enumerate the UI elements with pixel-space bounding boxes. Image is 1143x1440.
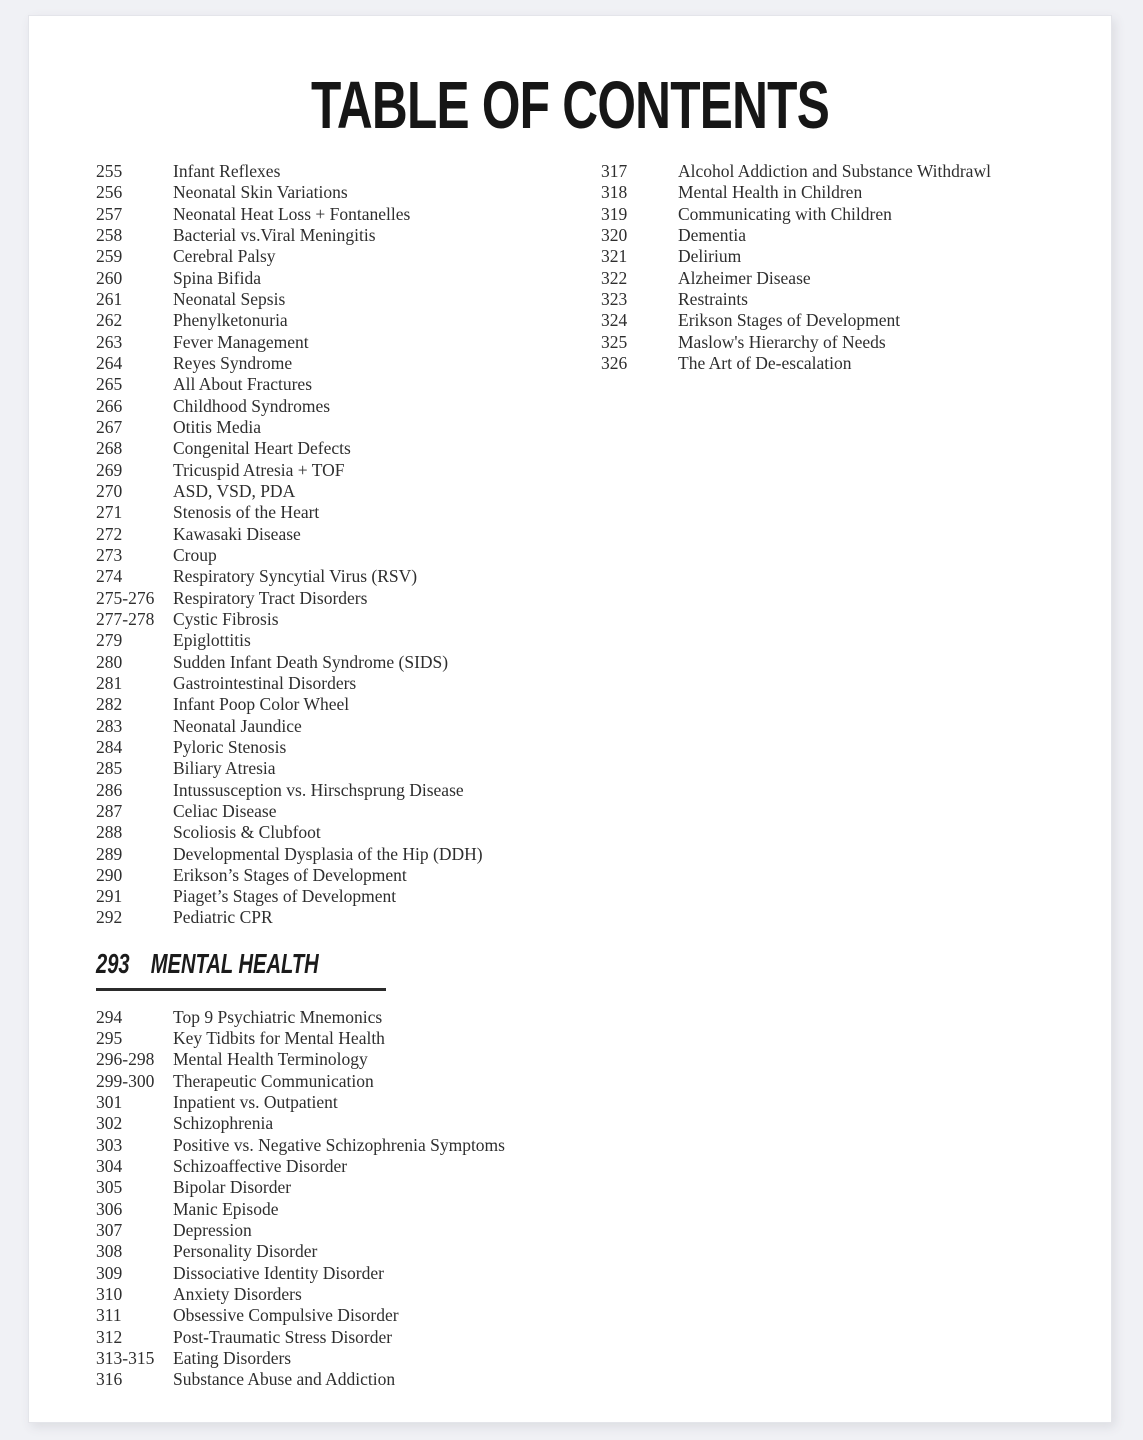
toc-entry-title: Depression [173, 1220, 252, 1241]
toc-entry-title: Neonatal Jaundice [173, 715, 302, 736]
toc-entry-title: Alcohol Addiction and Substance Withdrawl [678, 161, 991, 181]
toc-page-number: 295 [96, 1028, 123, 1049]
toc-entry [96, 673, 576, 694]
toc-entry [96, 289, 576, 310]
toc-entries-317-326 [601, 161, 1091, 374]
toc-left-column [96, 161, 576, 1391]
toc-page-number: 289 [96, 843, 123, 864]
toc-page-number: 313-315 [96, 1348, 155, 1369]
toc-entry-title: Bipolar Disorder [173, 1177, 292, 1198]
toc-entry-title: Epiglottitis [173, 630, 251, 651]
toc-entry-title: Croup [173, 544, 217, 565]
toc-entry [96, 268, 576, 289]
toc-entry-title: Delirium [678, 246, 742, 267]
toc-page-number: 256 [96, 182, 123, 203]
toc-entry-title: Reyes Syndrome [173, 352, 293, 373]
toc-entry-title: Congenital Heart Defects [173, 438, 351, 459]
toc-entry [96, 374, 576, 395]
toc-entry-title: Phenylketonuria [173, 310, 288, 331]
toc-entry-title: Otitis Media [173, 416, 261, 437]
toc-entry [601, 353, 1091, 374]
toc-page-number: 319 [601, 203, 628, 224]
toc-entry [96, 396, 576, 417]
toc-page-number: 267 [96, 416, 123, 437]
toc-entry-title: Spina Bifida [173, 267, 261, 288]
toc-entry [96, 822, 576, 843]
toc-entry [96, 588, 576, 609]
toc-entry [96, 844, 576, 865]
toc-entry [601, 332, 1091, 353]
toc-entry-title: Fever Management [173, 331, 309, 352]
toc-page-number: 303 [96, 1134, 123, 1155]
toc-entry-title: Obsessive Compulsive Disorder [173, 1305, 399, 1326]
toc-entry [96, 1156, 576, 1177]
toc-entry [96, 716, 576, 737]
toc-entry [601, 161, 1091, 182]
toc-entry-title: Alzheimer Disease [678, 267, 811, 288]
toc-entry-title: Pediatric CPR [173, 907, 273, 928]
toc-entry [96, 1369, 576, 1390]
toc-page-number: 268 [96, 438, 123, 459]
toc-page-number: 310 [96, 1284, 123, 1305]
toc-entry [601, 289, 1091, 310]
toc-page-number: 272 [96, 523, 123, 544]
toc-entry [96, 1177, 576, 1198]
toc-page-number: 288 [96, 822, 123, 843]
toc-entry [96, 524, 576, 545]
toc-entry [96, 609, 576, 630]
toc-entry [601, 182, 1091, 203]
toc-entry-title: Dissociative Identity Disorder [173, 1262, 384, 1283]
toc-entry-title: Infant Reflexes [173, 161, 281, 181]
toc-page-number: 324 [601, 310, 628, 331]
section-title: MENTAL HEALTH [150, 947, 319, 979]
toc-entry-title: Piaget’s Stages of Development [173, 886, 397, 907]
toc-entry-title: Tricuspid Atresia + TOF [173, 459, 345, 480]
toc-entry-title: Therapeutic Communication [173, 1070, 374, 1091]
toc-entry [601, 268, 1091, 289]
toc-entry [96, 1113, 576, 1134]
toc-page-number: 264 [96, 352, 123, 373]
toc-entry-title: Positive vs. Negative Schizophrenia Symptoms [173, 1134, 505, 1155]
toc-entry-title: Schizophrenia [173, 1113, 274, 1134]
toc-page-number: 283 [96, 715, 123, 736]
toc-page-number: 322 [601, 267, 628, 288]
toc-page-number: 306 [96, 1198, 123, 1219]
toc-entry-title: Anxiety Disorders [173, 1284, 302, 1305]
toc-page-number: 261 [96, 288, 123, 309]
toc-entry [96, 353, 576, 374]
toc-entry [96, 1135, 576, 1156]
toc-entry [96, 780, 576, 801]
toc-entry-title: Post-Traumatic Stress Disorder [173, 1326, 393, 1347]
toc-page-number: 320 [601, 224, 628, 245]
toc-entry-title: Scoliosis & Clubfoot [173, 822, 321, 843]
toc-page-number: 309 [96, 1262, 123, 1283]
toc-page-number: 270 [96, 480, 123, 501]
toc-entry [96, 1220, 576, 1241]
toc-entry [96, 630, 576, 651]
toc-entry-title: ASD, VSD, PDA [173, 480, 296, 501]
toc-page-number: 307 [96, 1220, 123, 1241]
toc-right-column [601, 161, 1091, 374]
toc-page-number: 312 [96, 1326, 123, 1347]
toc-entry [96, 182, 576, 203]
toc-entry-title: Stenosis of the Heart [173, 502, 320, 523]
toc-page-number: 317 [601, 161, 628, 181]
toc-page-number: 263 [96, 331, 123, 352]
toc-entry-title: The Art of De-escalation [678, 352, 852, 373]
section-header-mental-health [96, 949, 442, 979]
toc-page-number: 262 [96, 310, 123, 331]
toc-page-number: 299-300 [96, 1070, 155, 1091]
toc-page-number: 287 [96, 800, 123, 821]
toc-entry [601, 204, 1091, 225]
toc-entry [96, 502, 576, 523]
toc-entry-title: Pyloric Stenosis [173, 736, 287, 757]
toc-page-number: 277-278 [96, 608, 155, 629]
toc-page-number: 321 [601, 246, 628, 267]
toc-page-number: 273 [96, 544, 123, 565]
toc-entry [96, 225, 576, 246]
toc-entry [96, 417, 576, 438]
toc-page-number: 296-298 [96, 1049, 155, 1070]
toc-entry-title: Inpatient vs. Outpatient [173, 1092, 338, 1113]
toc-entry-title: Developmental Dysplasia of the Hip (DDH) [173, 843, 483, 864]
toc-entry [601, 225, 1091, 246]
toc-page-number: 255 [96, 161, 123, 181]
toc-entry [96, 694, 576, 715]
toc-page-number: 279 [96, 630, 123, 651]
toc-entry [96, 481, 576, 502]
toc-page-number: 304 [96, 1156, 123, 1177]
toc-page-number: 308 [96, 1241, 123, 1262]
toc-page-number: 271 [96, 502, 123, 523]
section-divider [96, 988, 386, 991]
toc-entry [96, 566, 576, 587]
toc-entry-title: Substance Abuse and Addiction [173, 1369, 396, 1390]
toc-entry [96, 1071, 576, 1092]
toc-entry-title: Celiac Disease [173, 800, 277, 821]
toc-page-number: 292 [96, 907, 123, 928]
toc-entry-title: Erikson Stages of Development [678, 310, 901, 331]
toc-entry [96, 1327, 576, 1348]
page-title: TABLE OF CONTENTS [310, 68, 830, 143]
toc-page-number: 311 [96, 1305, 122, 1326]
toc-page-number: 316 [96, 1369, 123, 1390]
toc-entry [96, 1263, 576, 1284]
toc-entry [96, 801, 576, 822]
toc-page-number: 269 [96, 459, 123, 480]
toc-page-number: 290 [96, 864, 123, 885]
toc-page-number: 302 [96, 1113, 123, 1134]
toc-entry-title: Communicating with Children [678, 203, 892, 224]
toc-page-number: 323 [601, 288, 628, 309]
toc-page-number: 265 [96, 374, 123, 395]
toc-page-number: 282 [96, 694, 123, 715]
toc-page-number: 266 [96, 395, 123, 416]
toc-entry-title: Cystic Fibrosis [173, 608, 279, 629]
toc-entry [96, 1199, 576, 1220]
toc-entry-title: Bacterial vs.Viral Meningitis [173, 224, 376, 245]
toc-entry-title: Cerebral Palsy [173, 246, 276, 267]
toc-entry-title: Top 9 Psychiatric Mnemonics [173, 1006, 383, 1027]
toc-entry-title: Key Tidbits for Mental Health [173, 1028, 385, 1049]
toc-entry-title: Neonatal Skin Variations [173, 182, 348, 203]
toc-entry-title: Maslow's Hierarchy of Needs [678, 331, 886, 352]
toc-entry [96, 865, 576, 886]
toc-page-number: 280 [96, 651, 123, 672]
toc-entry [96, 758, 576, 779]
toc-entry-title: Personality Disorder [173, 1241, 318, 1262]
toc-page-number: 305 [96, 1177, 123, 1198]
toc-entry-title: Neonatal Sepsis [173, 288, 286, 309]
toc-entry [96, 161, 576, 182]
toc-entry-title: Gastrointestinal Disorders [173, 672, 357, 693]
toc-entry [96, 886, 576, 907]
toc-page-number: 281 [96, 672, 123, 693]
toc-entry-title: Restraints [678, 288, 748, 309]
toc-entry-title: Infant Poop Color Wheel [173, 694, 350, 715]
toc-entry-title: Biliary Atresia [173, 758, 276, 779]
toc-entry-title: Sudden Infant Death Syndrome (SIDS) [173, 651, 449, 672]
document-page [28, 15, 1112, 1423]
toc-page-number: 258 [96, 224, 123, 245]
toc-entry [96, 652, 576, 673]
toc-entry-title: Intussusception vs. Hirschsprung Disease [173, 779, 464, 800]
toc-entry [96, 310, 576, 331]
toc-page-number: 294 [96, 1006, 123, 1027]
toc-page-number: 275-276 [96, 587, 155, 608]
toc-entry [96, 1049, 576, 1070]
toc-entry [96, 1305, 576, 1326]
toc-entry [96, 1028, 576, 1049]
toc-entry [96, 246, 576, 267]
toc-entry-title: Neonatal Heat Loss + Fontanelles [173, 203, 411, 224]
toc-page-number: 260 [96, 267, 123, 288]
toc-page-number: 285 [96, 758, 123, 779]
toc-entry [96, 204, 576, 225]
toc-entry [96, 1241, 576, 1262]
toc-page-number: 274 [96, 566, 123, 587]
toc-entry-title: Mental Health Terminology [173, 1049, 368, 1070]
toc-entry [96, 332, 576, 353]
toc-entry-title: Eating Disorders [173, 1348, 292, 1369]
toc-page-number: 301 [96, 1092, 123, 1113]
toc-entry [96, 545, 576, 566]
toc-entry [96, 907, 576, 928]
toc-entry [96, 438, 576, 459]
toc-entry-title: Childhood Syndromes [173, 395, 331, 416]
toc-page-number: 291 [96, 886, 123, 907]
toc-entry [96, 1284, 576, 1305]
toc-page-number: 286 [96, 779, 123, 800]
toc-page-number: 284 [96, 736, 123, 757]
toc-page-number: 326 [601, 352, 628, 373]
toc-page-number: 325 [601, 331, 628, 352]
toc-entry [601, 310, 1091, 331]
toc-entry [96, 1007, 576, 1028]
toc-entry-title: Respiratory Tract Disorders [173, 587, 368, 608]
toc-entry [96, 1348, 576, 1369]
toc-entry [96, 737, 576, 758]
toc-entry-title: Dementia [678, 224, 747, 245]
toc-entry-title: Schizoaffective Disorder [173, 1156, 348, 1177]
toc-entry-title: Mental Health in Children [678, 182, 863, 203]
toc-entry [96, 460, 576, 481]
toc-page-number: 257 [96, 203, 123, 224]
toc-entry [601, 246, 1091, 267]
toc-entries-255-292 [96, 161, 576, 929]
section-page-number: 293 [96, 947, 130, 979]
toc-entry [96, 1092, 576, 1113]
toc-entry-title: Erikson’s Stages of Development [173, 864, 407, 885]
toc-entry-title: Respiratory Syncytial Virus (RSV) [173, 566, 418, 587]
toc-entry-title: Manic Episode [173, 1198, 279, 1219]
toc-entries-294-316 [96, 1007, 576, 1391]
toc-page-number: 259 [96, 246, 123, 267]
toc-entry-title: Kawasaki Disease [173, 523, 301, 544]
toc-entry-title: All About Fractures [173, 374, 313, 395]
toc-page-number: 318 [601, 182, 628, 203]
